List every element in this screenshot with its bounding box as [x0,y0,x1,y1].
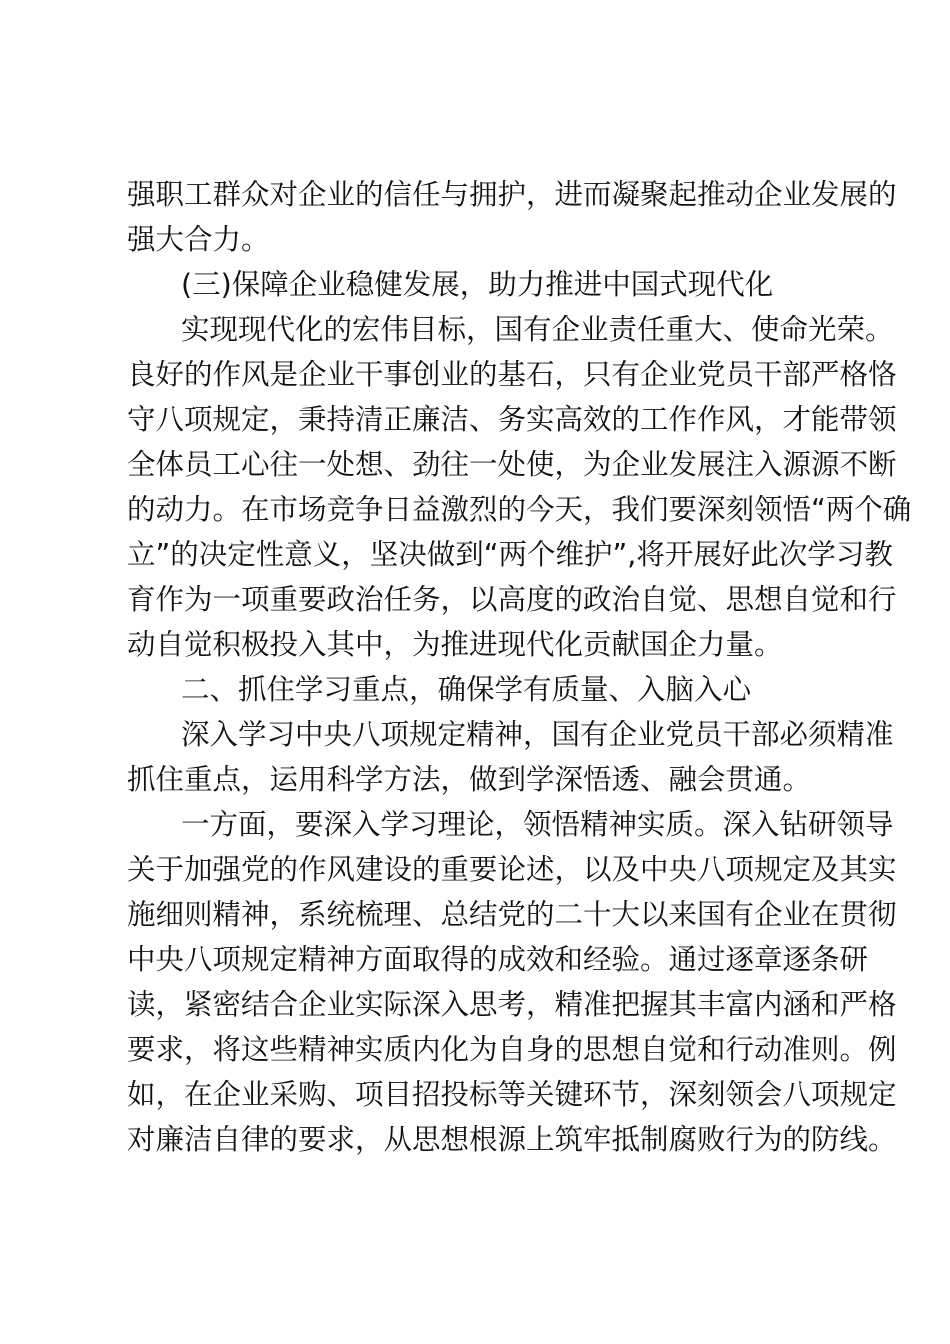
body-text-line: 强职工群众对企业的信任与拥护，进而凝聚起推动企业发展的 [127,178,897,211]
body-text-line: 读，紧密结合企业实际深入思考，精准把握其丰富内涵和严格 [127,988,897,1021]
body-text-line: 中央八项规定精神方面取得的成效和经验。通过逐章逐条研 [127,943,869,976]
body-text-line: 如，在企业采购、项目招投标等关键环节，深刻领会八项规定 [127,1078,897,1111]
body-text-line: 强大合力。 [127,223,270,256]
body-text-line: 要求，将这些精神实质内化为自身的思想自觉和行动准则。例 [127,1033,897,1066]
body-text-line: 对廉洁自律的要求，从思想根源上筑牢抵制腐败行为的防线。 [127,1123,897,1156]
body-text-line: 施细则精神，系统梳理、总结党的二十大以来国有企业在贯彻 [127,898,897,931]
body-text-line: 动自觉积极投入其中，为推进现代化贡献国企力量。 [127,628,783,661]
body-text-line: 良好的作风是企业干事创业的基石，只有企业党员干部严格恪 [127,358,897,391]
section-heading: (三)保障企业稳健发展，助力推进中国式现代化 [181,268,774,301]
body-text-line: 育作为一项重要政治任务，以高度的政治自觉、思想自觉和行 [127,583,897,616]
body-text-line: 守八项规定，秉持清正廉洁、务实高效的工作作风，才能带领 [127,403,897,436]
body-text-line: 一方面，要深入学习理论，领悟精神实质。深入钻研领导 [181,808,894,841]
body-text-line: 深入学习中央八项规定精神，国有企业党员干部必须精准 [181,718,894,751]
body-text-line: 立”的决定性意义，坚决做到“两个维护”,将开展好此次学习教 [127,538,893,571]
body-text-line: 全体员工心往一处想、劲往一处使，为企业发展注入源源不断 [127,448,897,481]
body-text-line: 关于加强党的作风建设的重要论述，以及中央八项规定及其实 [127,853,897,886]
body-text-line: 抓住重点，运用科学方法，做到学深悟透、融会贯通。 [127,763,812,796]
section-heading: 二、抓住学习重点，确保学有质量、入脑入心 [181,673,752,706]
body-text-line: 的动力。在市场竞争日益激烈的今天，我们要深刻领悟“两个确 [127,493,912,526]
body-text-line: 实现现代化的宏伟目标，国有企业责任重大、使命光荣。 [181,313,894,346]
